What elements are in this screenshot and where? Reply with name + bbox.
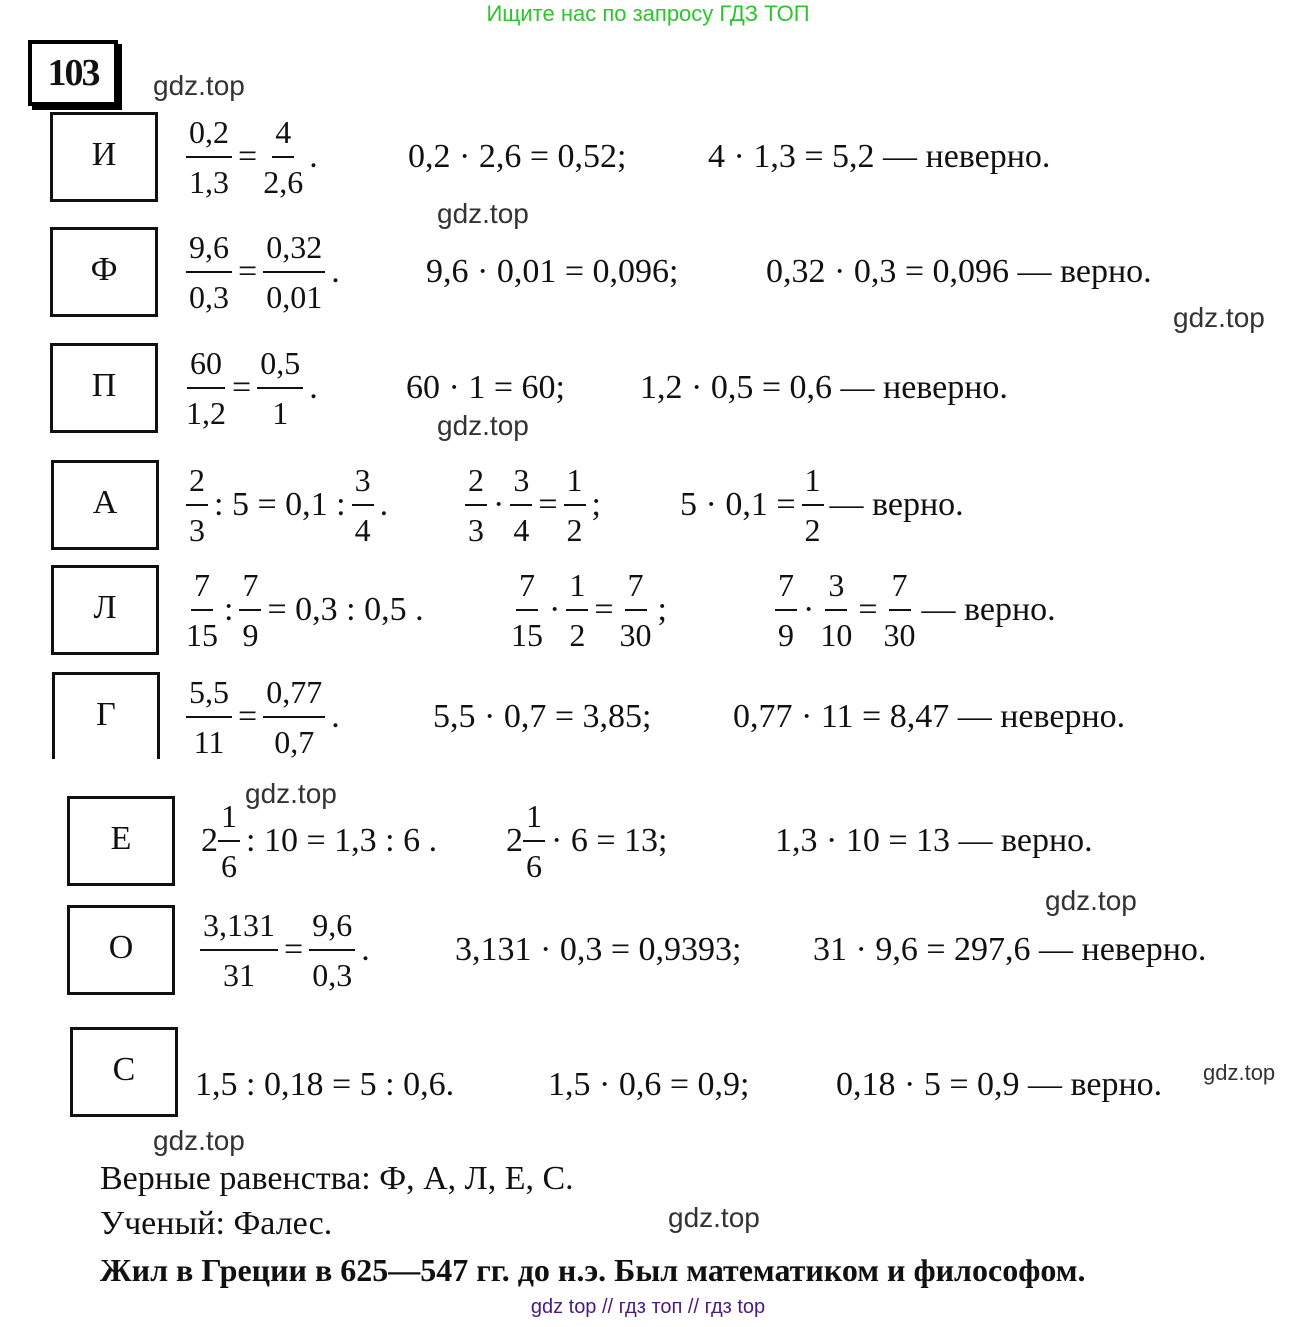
equation-text: = <box>594 591 614 628</box>
equation-text: 5,5 · 0,7 = 3,85; <box>433 698 652 735</box>
row-label-box: О <box>67 905 175 995</box>
equation-text: 0,18 · 5 = 0,9 — верно. <box>836 1066 1163 1103</box>
equation-text: 1,5 · 0,6 = 0,9; <box>548 1066 750 1103</box>
equation-text: . <box>309 138 318 175</box>
equation-text: 1,3 · 10 = 13 — верно. <box>775 822 1093 859</box>
equation-part <box>192 1030 457 1140</box>
equation-part <box>183 102 321 212</box>
row-label-box: С <box>70 1027 178 1117</box>
numerator: 3 <box>510 456 532 506</box>
row-label-box: Л <box>51 565 159 655</box>
equation-text: = <box>538 486 558 523</box>
fraction <box>257 339 303 437</box>
row-label-box: И <box>50 112 158 202</box>
equation-text: 0,2 · 2,6 = 0,52; <box>408 138 627 175</box>
denominator: 2,6 <box>263 164 304 200</box>
denominator: 30 <box>619 617 652 653</box>
equation-text: . <box>379 486 389 523</box>
equation-text: 4 · 1,3 = 5,2 — неверно. <box>708 138 1051 175</box>
equation-part <box>810 895 1209 1005</box>
denominator: 6 <box>526 848 542 884</box>
fraction <box>884 561 916 659</box>
denominator: 9 <box>242 617 259 653</box>
numerator: 1 <box>523 792 545 842</box>
equation-part <box>183 333 321 443</box>
equation-part <box>183 217 343 327</box>
equation-text: 5 · 0,1 = <box>680 486 796 523</box>
numerator: 5,5 <box>186 668 232 718</box>
row-label-box: А <box>51 460 159 550</box>
equation-part <box>462 450 604 560</box>
equation-text: = <box>238 698 258 735</box>
equation-part <box>730 662 1128 772</box>
fraction <box>186 456 208 554</box>
footer-watermark: gdz top // гдз топ // гдз top <box>530 1296 766 1318</box>
numerator: 4 <box>272 108 294 158</box>
numerator: 7 <box>516 561 538 611</box>
denominator: 15 <box>186 617 218 653</box>
fraction <box>564 456 586 554</box>
equation-part <box>772 786 1096 896</box>
numerator: 7 <box>191 561 213 611</box>
equation-text: : 5 = 0,1 : <box>214 486 346 523</box>
numerator: 2 <box>186 456 208 506</box>
numerator: 0,5 <box>257 339 303 389</box>
equation-text: . <box>309 369 318 406</box>
equation-part <box>637 333 1011 443</box>
denominator: 30 <box>883 617 916 653</box>
equation-text: 0,32 · 0,3 = 0,096 — верно. <box>766 253 1152 290</box>
numerator: 3 <box>825 561 847 611</box>
denominator: 3 <box>189 512 205 548</box>
denominator: 0,3 <box>189 279 229 315</box>
fraction <box>263 668 325 766</box>
denominator: 31 <box>223 957 255 993</box>
equation-part <box>183 662 343 772</box>
watermark: gdz.top <box>1045 885 1137 916</box>
equation-part <box>452 895 744 1005</box>
numerator: 7 <box>625 561 647 611</box>
numerator: 9,6 <box>186 223 232 273</box>
numerator: 7 <box>889 561 911 611</box>
denominator: 0,01 <box>266 279 323 315</box>
equation-text: : <box>224 591 234 628</box>
denominator: 10 <box>820 617 853 653</box>
fraction <box>510 456 532 554</box>
numerator: 0,77 <box>263 668 325 718</box>
numerator: 3 <box>352 456 374 506</box>
fraction <box>352 456 374 554</box>
denominator: 2 <box>569 617 586 653</box>
fraction <box>263 108 303 206</box>
equation-part <box>508 555 670 665</box>
watermark: gdz.top <box>1173 302 1265 333</box>
denominator: 1 <box>272 395 289 431</box>
equation-part <box>183 555 427 665</box>
equation-text: — верно. <box>921 591 1056 628</box>
equation-part <box>503 786 670 896</box>
equation-text: ; <box>657 591 667 628</box>
equation-text: = <box>232 369 252 406</box>
equation-text: . <box>331 698 340 735</box>
fraction <box>820 561 852 659</box>
equation-text: · 6 = 13; <box>551 822 668 859</box>
equation-part <box>705 102 1053 212</box>
equation-text: ; <box>591 486 601 523</box>
fraction <box>309 901 355 999</box>
equation-part <box>833 1030 1165 1140</box>
numerator: 7 <box>239 561 261 611</box>
numerator: 0,2 <box>186 108 232 158</box>
row-label-box: П <box>50 343 158 433</box>
denominator: 6 <box>221 848 237 884</box>
whole-part: 2 <box>201 822 218 859</box>
denominator: 2 <box>804 512 821 548</box>
equation-text: . <box>361 931 370 968</box>
numerator: 1 <box>802 456 824 506</box>
equation-text: · <box>803 591 815 628</box>
equation-text: = 0,3 : 0,5 . <box>267 591 424 628</box>
fraction <box>200 901 278 999</box>
fraction <box>802 456 824 554</box>
fraction <box>186 561 218 659</box>
fraction <box>186 339 226 437</box>
equation-part <box>197 895 373 1005</box>
problem-number: 103 <box>28 40 118 106</box>
row-label-box: Г <box>52 672 160 759</box>
equation-part <box>405 102 629 212</box>
equation-part <box>545 1030 752 1140</box>
denominator: 3 <box>468 512 484 548</box>
fraction <box>186 668 232 766</box>
fraction <box>186 108 232 206</box>
equation-text: = <box>238 138 258 175</box>
mixed-number <box>201 792 240 890</box>
equation-text: 1,2 · 0,5 = 0,6 — неверно. <box>640 369 1008 406</box>
equation-part <box>423 217 681 327</box>
equation-part <box>183 450 391 560</box>
fraction <box>523 792 545 890</box>
equation-text: 9,6 · 0,01 = 0,096; <box>426 253 679 290</box>
fraction <box>186 223 232 321</box>
equation-text: = <box>858 591 878 628</box>
numerator: 9,6 <box>309 901 355 951</box>
numerator: 60 <box>187 339 225 389</box>
numerator: 7 <box>775 561 797 611</box>
equation-text: : 10 = 1,3 : 6 . <box>246 822 438 859</box>
equation-part <box>763 217 1155 327</box>
watermark: gdz.top <box>153 70 245 101</box>
denominator: 1,2 <box>186 395 226 431</box>
fraction <box>566 561 588 659</box>
row-label-box: Ф <box>50 227 158 317</box>
equation-text: = <box>238 253 258 290</box>
equation-text: · <box>549 591 561 628</box>
correct-equalities: Верные равенства: Ф, А, Л, Е, С. <box>100 1160 574 1197</box>
watermark: gdz.top <box>668 1202 760 1233</box>
equation-text: 0,77 · 11 = 8,47 — неверно. <box>733 698 1126 735</box>
fraction <box>465 456 487 554</box>
fraction <box>218 792 240 890</box>
fraction <box>620 561 652 659</box>
numerator: 0,32 <box>263 223 325 273</box>
denominator: 1,3 <box>189 164 229 200</box>
denominator: 0,7 <box>274 724 315 760</box>
fraction <box>775 561 797 659</box>
watermark: gdz.top <box>245 778 337 809</box>
denominator: 4 <box>354 512 371 548</box>
scientist-answer: Ученый: Фалес. <box>100 1205 333 1242</box>
equation-text: 31 · 9,6 = 297,6 — неверно. <box>813 931 1207 968</box>
fraction <box>511 561 543 659</box>
numerator: 1 <box>564 456 586 506</box>
equation-part <box>677 450 967 560</box>
equation-text: 3,131 · 0,3 = 0,9393; <box>455 931 742 968</box>
numerator: 3,131 <box>200 901 278 951</box>
watermark: gdz.top <box>1203 1060 1276 1085</box>
equation-text: — верно. <box>829 486 964 523</box>
mixed-number <box>506 792 545 890</box>
equation-text: 1,5 : 0,18 = 5 : 0,6. <box>195 1066 455 1103</box>
equation-text: · <box>493 486 505 523</box>
numerator: 1 <box>218 792 240 842</box>
whole-part: 2 <box>506 822 523 859</box>
row-label-box: Е <box>67 796 175 886</box>
equation-text: = <box>284 931 304 968</box>
watermark: gdz.top <box>437 198 529 229</box>
search-banner: Ищите нас по запросу ГДЗ ТОП <box>486 1 810 26</box>
numerator: 2 <box>465 456 487 506</box>
watermark: gdz.top <box>437 410 529 441</box>
denominator: 9 <box>778 617 794 653</box>
fraction <box>239 561 261 659</box>
equation-text: 60 · 1 = 60; <box>406 369 565 406</box>
fraction <box>263 223 325 321</box>
denominator: 11 <box>193 724 225 760</box>
watermark: gdz.top <box>153 1125 245 1156</box>
equation-part <box>772 555 1059 665</box>
denominator: 4 <box>513 512 530 548</box>
equation-text: . <box>331 253 340 290</box>
scientist-bio: Жил в Греции в 625—547 гг. до н.э. Был математиком и философом. <box>100 1252 1086 1288</box>
denominator: 15 <box>511 617 543 653</box>
denominator: 2 <box>566 512 583 548</box>
numerator: 1 <box>566 561 588 611</box>
denominator: 0,3 <box>312 957 353 993</box>
equation-part <box>430 662 654 772</box>
